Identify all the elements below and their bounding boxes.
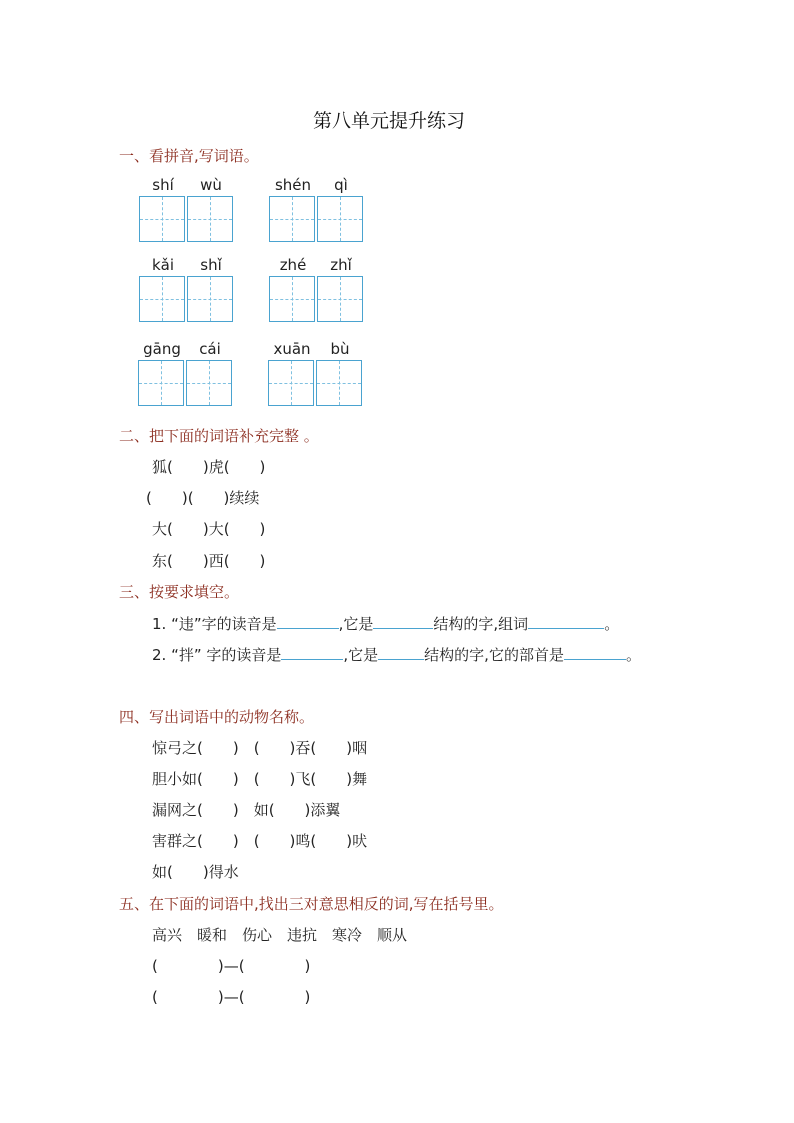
answer-blank[interactable] — [528, 614, 604, 629]
antonym-pair: ( )—( ) — [152, 988, 311, 1006]
q2-text-a: 2. “拌” 字的读音是 — [152, 646, 282, 664]
fill-item: 害群之( ) ( )鸣( )吠 — [152, 832, 368, 850]
pinyin-gang: gāng — [143, 340, 181, 358]
pinyin-xuan: xuān — [273, 340, 311, 358]
q2-text-b: ,它是 — [343, 646, 379, 664]
answer-blank[interactable] — [373, 614, 433, 629]
fill-item: 大( )大( ) — [152, 520, 266, 538]
q2-text-c: 结构的字,它的部首是 — [424, 646, 564, 664]
fill-item: 胆小如( ) ( )飞( )舞 — [152, 770, 368, 788]
q2-text-d: 。 — [625, 646, 641, 664]
pinyin-qi: qì — [334, 176, 348, 194]
answer-blank[interactable] — [378, 645, 424, 660]
section-1-heading: 一、看拼音,写词语。 — [119, 147, 259, 165]
pinyin-zhi: zhǐ — [330, 256, 352, 274]
word-list: 高兴 暖和 伤心 违抗 寒冷 顺从 — [152, 926, 408, 944]
q1-text-a: 1. “违”字的读音是 — [152, 615, 277, 633]
pinyin-shi3: shǐ — [200, 256, 222, 274]
q1-text-d: 。 — [604, 615, 620, 633]
q1-text-b: ,它是 — [338, 615, 374, 633]
pinyin-kai: kǎi — [151, 256, 175, 274]
writing-box[interactable] — [269, 196, 315, 242]
writing-box[interactable] — [138, 360, 184, 406]
writing-box[interactable] — [317, 196, 363, 242]
section-2-heading: 二、把下面的词语补充完整 。 — [119, 427, 319, 445]
section-4-heading: 四、写出词语中的动物名称。 — [119, 708, 315, 726]
writing-box[interactable] — [268, 360, 314, 406]
writing-box[interactable] — [317, 276, 363, 322]
fill-item: 狐( )虎( ) — [152, 458, 266, 476]
fill-item: ( )( )续续 — [146, 489, 260, 507]
pinyin-zhe: zhé — [279, 256, 307, 274]
answer-blank[interactable] — [277, 614, 339, 629]
pinyin-cai: cái — [199, 340, 221, 358]
antonym-pair: ( )—( ) — [152, 957, 311, 975]
pinyin-wu: wù — [200, 176, 222, 194]
question-1 — [152, 613, 619, 634]
pinyin-shen: shén — [274, 176, 312, 194]
fill-item: 惊弓之( ) ( )吞( )咽 — [152, 739, 368, 757]
q1-text-c: 结构的字,组词 — [433, 615, 529, 633]
writing-box[interactable] — [139, 196, 185, 242]
page-title: 第八单元提升练习 — [313, 110, 466, 132]
fill-item: 东( )西( ) — [152, 552, 266, 570]
section-3-heading: 三、按要求填空。 — [119, 583, 240, 601]
writing-box[interactable] — [139, 276, 185, 322]
question-2 — [152, 644, 641, 665]
writing-box[interactable] — [186, 360, 232, 406]
fill-item: 漏网之( ) 如( )添翼 — [152, 801, 341, 819]
answer-blank[interactable] — [281, 645, 343, 660]
writing-box[interactable] — [316, 360, 362, 406]
writing-box[interactable] — [187, 276, 233, 322]
answer-blank[interactable] — [564, 645, 626, 660]
section-5-heading: 五、在下面的词语中,找出三对意思相反的词,写在括号里。 — [119, 895, 504, 913]
pinyin-bu: bù — [330, 340, 350, 358]
pinyin-shi: shí — [152, 176, 174, 194]
fill-item: 如( )得水 — [152, 863, 239, 881]
writing-box[interactable] — [269, 276, 315, 322]
writing-box[interactable] — [187, 196, 233, 242]
